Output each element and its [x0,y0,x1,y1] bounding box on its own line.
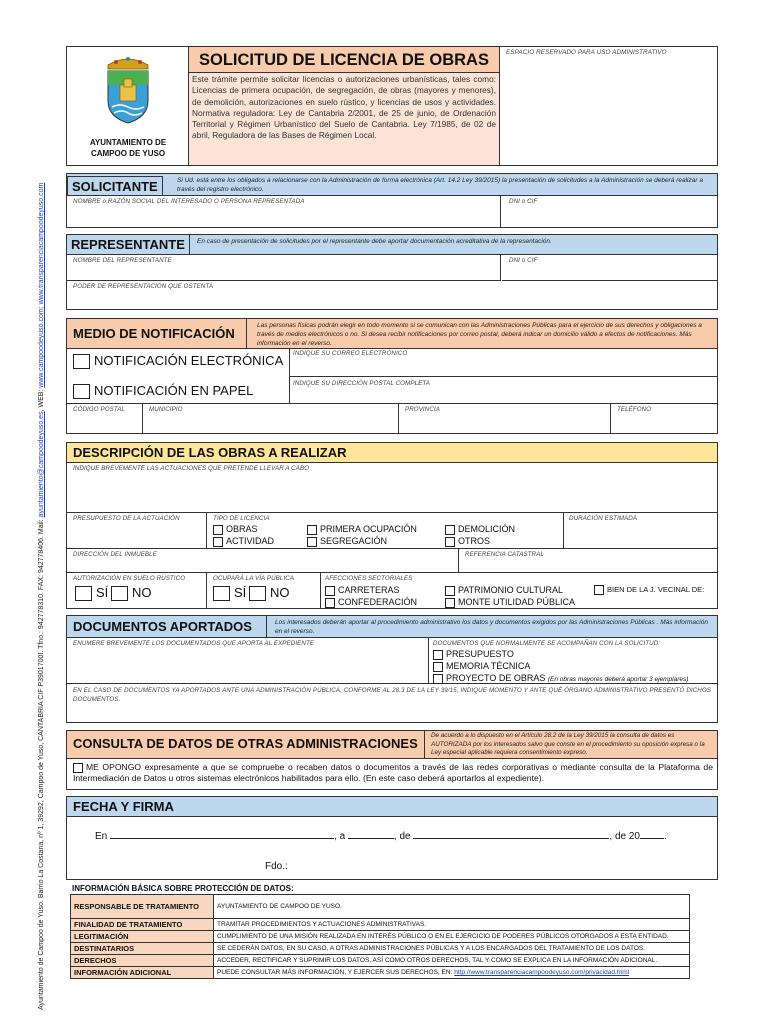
primera-checkbox[interactable] [307,525,317,535]
patrimonio-checkbox[interactable] [445,586,455,596]
doc-proyecto-checkbox[interactable] [433,674,443,684]
finalidad-value: TRAMITAR PROCEDIMIENTOS Y ACTUACIONES ADMINISTRATIVAS. [214,919,690,931]
info-adicional-key: INFORMACIÓN ADICIONAL [71,967,214,979]
side-contact-text: Ayuntamiento de Campoo de Yuso. Barrio La Costana, nº 1, 39292, Campoo de Yuso, CANTABRIA CIF P3901700I. Tfno.: 942778310. FAX: 942778406. Mail: ayuntamiento@campoodeyuso.es, WEB: www.campoodeyuso.com; www.transparenciacampoodeyuso.com [38,182,45,1010]
org-name: AYUNTAMIENTO DE CAMPOO DE YUSO [89,138,167,158]
doc-proyecto-note: (En obras mayores deberá aportar 3 ejemplares) [547,676,689,683]
duracion-label: DURACIÓN ESTIMADA [569,515,638,522]
notificacion-section [66,318,718,434]
responsable-key: RESPONSABLE DE TRATAMIENTO [74,902,200,911]
via-si-option[interactable]: SÍ [213,585,246,601]
documentos-title: DOCUMENTOS APORTADOS [67,616,267,638]
table-row [71,895,690,919]
coat-of-arms-icon [102,55,154,125]
obras-checkbox[interactable] [213,525,223,535]
doc-presupuesto-checkbox[interactable] [433,650,443,660]
oponer-checkbox[interactable] [73,763,83,773]
enumere-label: ENUMERE BREVEMENTE LOS DOCUMENTADOS QUE APORTA AL EXPEDIENTE [73,640,315,647]
representante-title: REPRESENTANTE [67,235,190,255]
proteccion-table [70,894,690,979]
doc-presupuesto-option[interactable]: PRESUPUESTO [433,649,514,660]
patrimonio-option[interactable]: PATRIMONIO CULTURAL [445,585,563,596]
via-si-checkbox[interactable] [213,586,230,601]
direccion-label: DIRECCIÓN DEL INMUEBLE [73,551,157,558]
table-row [71,943,690,955]
actividad-option[interactable]: ACTIVIDAD [213,536,274,547]
admin-space-label: ESPACIO RESERVADO PARA USO ADMINISTRATIVO [506,49,667,56]
otros-option[interactable]: OTROS [445,536,490,547]
via-no-checkbox[interactable] [249,586,266,601]
rustico-no-option[interactable]: NO [111,585,152,601]
destinatarios-value: SE CEDERÁN DATOS, EN SU CASO, A OTRAS ADMINISTRACIONES PÚBLICAS Y A LOS ENCARGADOS DEL TRATAMIENTO DE LOS DATOS. [214,943,690,955]
confederacion-checkbox[interactable] [325,598,335,608]
actividad-checkbox[interactable] [213,537,223,547]
demolicion-option[interactable]: DEMOLICIÓN [445,524,515,535]
caso-field[interactable] [67,684,717,722]
finalidad-key: FINALIDAD DE TRATAMIENTO [71,919,214,931]
confederacion-option[interactable]: CONFEDERACIÓN [325,597,417,608]
notif-electronica-checkbox[interactable] [73,354,90,369]
destinatarios-key: DESTINATARIOS [71,943,214,955]
monte-checkbox[interactable] [445,598,455,608]
poder-field[interactable] [67,281,717,309]
header-title-box [188,46,500,166]
solicitante-note: Si Ud. está entre los obligados a relacionarse con la Administración de forma electrónica (Art. 14.2 Ley 39/2015) la presentación de solicitudes a la Administración se deberá realizar a través del registro electrónico. [177,177,703,193]
solicitante-name-label: NOMBRE o RAZÓN SOCIAL DEL INTERESADO O PERSONA REPRESENTADA [73,198,305,205]
firma-title: FECHA Y FIRMA [73,799,174,814]
monte-option[interactable]: MONTE UTILIDAD PÚBLICA [445,597,575,608]
fdo-label: Fdo.: [265,861,288,872]
email-label: INDIQUE SU CORREO ELECTRÓNICO [293,350,408,357]
admin-space-box [500,46,718,166]
fecha-line[interactable]: En , a , de , de 20 . [95,831,667,842]
header-logo-box [66,46,188,166]
consulta-title: CONSULTA DE DATOS DE OTRAS ADMINISTRACIONES [67,731,425,759]
table-row [71,919,690,931]
info-adicional-value: PUEDE CONSULTAR MÁS INFORMACIÓN, Y EJERCER SUS DERECHOS, EN: http://www.transparenciacampoodeyuso.com/privacidad.html [214,967,690,979]
presupuesto-label: PRESUPUESTO DE LA ACTUACIÓN [73,515,180,522]
poder-label: PODER DE REPRESENTACIÓN QUE OSTENTA [73,283,214,290]
notif-electronica-option[interactable]: NOTIFICACIÓN ELECTRÓNICA [73,353,283,369]
documentos-section [66,615,718,723]
legitimacion-key: LEGITIMACIÓN [71,931,214,943]
documentos-note: Los interesados deberán aportar al procedimiento administrativo los datos y documentos exigidos por las Administraciones Públicas . Más información en el reverso. [275,619,708,635]
firma-section [66,796,718,880]
solicitante-dni-label: DNI o CIF [509,198,538,205]
proteccion-title: INFORMACIÓN BÁSICA SOBRE PROTECCIÓN DE DATOS: [72,884,294,893]
normal-docs-label: DOCUMENTOS QUE NORMALMENTE SE ACOMPAÑAN CON LA SOLICITUD: [433,640,661,647]
caso-label: EN EL CASO DE DOCUMENTOS YA APORTADOS ANTE UNA ADMINISTRACIÓN PÚBLICA, CONFORME AL 28.3 DE LA LEY 39/15, INDIQUE MOMENTO Y ANTE QUÉ ÓRGANO ADMINISTRATIVO PRESENTÓ DICHOS DOCUMENTOS. [73,687,711,703]
solicitante-section [66,173,718,228]
representante-note: En caso de presentación de solicitudes por el representante debe aportar documentación acreditativa de la representación. [197,238,552,245]
doc-memoria-option[interactable]: MEMORIA TÉCNICA [433,661,530,672]
legitimacion-value: CUMPLIMIENTO DE UNA MISIÓN REALIZADA EN INTERÉS PÚBLICO O EN EL EJERCICIO DE PODERES PÚBLICOS OTORGADOS A ESTA ENTIDAD. [214,931,690,943]
bien-option[interactable]: BIEN DE LA J. VECINAL DE: [594,585,704,595]
oponer-option[interactable]: ME OPONGO expresamente a que se compruebe o recaben datos o documentos a través de las redes corporativas o mediante consulta de la Plataforma de Intermediación de Datos u otros sistemas electrónicos habilitados para ello. (En este caso deberá aportarlos al expediente). [73,762,713,783]
telefono-label: TELÉFONO [617,406,652,413]
notificacion-note: Las personas físicas podrán elegir en todo momento si se comunican con las Administraciones Públicas para el ejercicio de sus derechos y obligaciones a través de medios electrónicos o no. Si desea recibir notificaciones por correo postal, deberá indicar un domicilio válido a efectos de notificaciones. Más información en el reverso. [257,322,702,347]
otros-checkbox[interactable] [445,537,455,547]
privacy-link[interactable]: http://www.transparenciacampoodeyuso.com/privacidad.html [454,969,630,976]
via-label: OCUPARÁ LA VÍA PÚBLICA [213,575,295,582]
mail-link[interactable]: ayuntamiento@campoodeyuso.es [38,411,45,518]
segregacion-checkbox[interactable] [307,537,317,547]
descripcion-title: DESCRIPCIÓN DE LAS OBRAS A REALIZAR [73,445,347,460]
primera-option[interactable]: PRIMERA OCUPACIÓN [307,524,417,535]
referencia-label: REFERENCIA CATASTRAL [465,551,544,558]
actuaciones-label: INDIQUE BREVEMENTE LAS ACTUACIONES QUE PRETENDE LLEVAR A CABO [73,465,310,472]
afecciones-label: AFECCIONES SECTORIALES [325,575,413,582]
representante-dni-label: DNI o CIF [509,257,538,264]
tipo-licencia-label: TIPO DE LICENCIA [213,515,270,522]
representante-dni-field[interactable] [502,255,717,281]
postal-label: INDIQUE SU DIRECCIÓN POSTAL COMPLETA [293,380,430,387]
intro-text: Este trámite permite solicitar licencias o autorizaciones urbanísticas, tales como: Licencias de primera ocupación, de segregación, de obras (mayores y menores), de demolición, autorizaciones en suelo rústico, y licencias de usos y actividades. Normativa reguladora: Ley de Cantabria 2/2001, de 25 de junio, de Ordenación Territorial y Régimen Urbanístico del Suelo de Cantabria. Ley 7/1985, de 02 de abril, Reguladora de las Bases de Régimen Local. [189,73,499,165]
notificacion-title: MEDIO DE NOTIFICACIÓN [67,319,247,349]
carreteras-option[interactable]: CARRETERAS [325,585,400,596]
notif-papel-checkbox[interactable] [73,384,90,399]
page-title: SOLICITUD DE LICENCIA DE OBRAS [189,47,499,73]
provincia-label: PROVINCIA [405,406,440,413]
table-row [71,955,690,967]
rustico-si-checkbox[interactable] [75,586,92,601]
table-row [71,931,690,943]
segregacion-option[interactable]: SEGREGACIÓN [307,536,387,547]
via-no-option[interactable]: NO [249,585,290,601]
solicitante-title: SOLICITANTE [67,176,163,196]
notif-papel-option[interactable]: NOTIFICACIÓN EN PAPEL [73,383,253,399]
rustico-label: AUTORIZACIÓN EN SUELO RÚSTICO [73,575,186,582]
cp-label: CÓDIGO POSTAL [73,406,126,413]
consulta-note: De acuerdo a lo dispuesto en el Artículo 28.2 de la Ley 39/2015 la consulta de datos es AUTORIZADA por los interesados salvo que conste en el procedimiento su oposición expresa o la Ley especial aplicable requiera consentimiento expreso. [431,732,705,757]
solicitante-dni-field[interactable] [502,196,717,227]
doc-proyecto-option[interactable]: PROYECTO DE OBRAS (En obras mayores deberá aportar 3 ejemplares) [433,673,688,684]
doc-memoria-checkbox[interactable] [433,662,443,672]
rustico-si-option[interactable]: SÍ [75,585,108,601]
bien-checkbox[interactable] [594,585,604,595]
consulta-section [66,730,718,790]
rustico-no-checkbox[interactable] [111,586,128,601]
obras-option[interactable]: OBRAS [213,524,258,535]
representante-section [66,234,718,310]
demolicion-checkbox[interactable] [445,525,455,535]
representante-name-label: NOMBRE DEL REPRESENTANTE [73,257,172,264]
web-link[interactable]: www.campoodeyuso.com; www.transparenciacampoodeyuso.com [38,182,45,388]
derechos-key: DERECHOS [71,955,214,967]
solicitante-name-field[interactable] [67,196,501,227]
table-row [71,967,690,979]
descripcion-section [66,442,718,609]
municipio-label: MUNICIPIO [149,406,183,413]
carreteras-checkbox[interactable] [325,586,335,596]
responsable-value: AYUNTAMIENTO DE CAMPOO DE YUSO. [214,895,690,919]
representante-name-field[interactable] [67,255,501,281]
derechos-value: ACCEDER, RECTIFICAR Y SUPRIMIR LOS DATOS, ASÍ COMO OTROS DERECHOS, TAL Y COMO SE EXPLICA EN LA INFORMACIÓN ADICIONAL. [214,955,690,967]
actuaciones-field[interactable] [67,463,717,513]
